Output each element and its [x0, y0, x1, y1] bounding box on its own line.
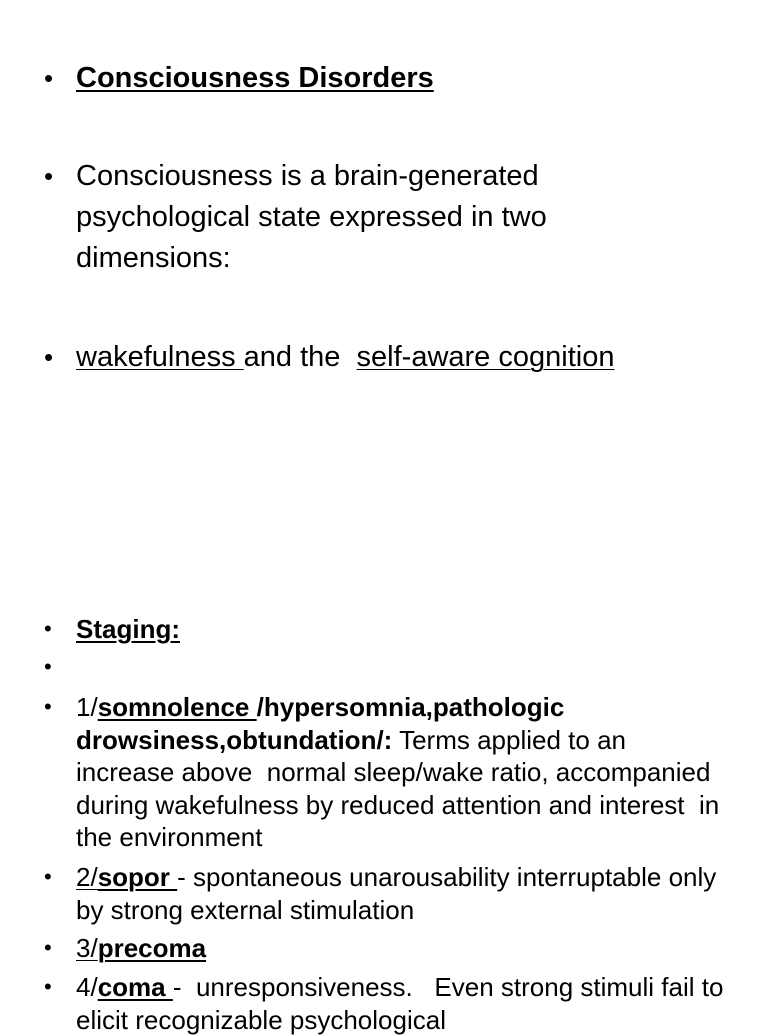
stage-synonyms: /hypersomnia,pathologic drowsiness,obtundation/: [76, 692, 572, 755]
bullet-marker: • [44, 654, 52, 679]
bullet-marker: • [44, 616, 52, 641]
definition-text: Consciousness is a brain-generated psychological state expressed in two dimensions: [76, 160, 547, 274]
stage-text [76, 691, 728, 854]
bullet-marker: • [44, 63, 54, 93]
dimension-wakefulness: wakefulness [76, 341, 244, 373]
stage-number: 2/ [76, 862, 98, 892]
dimension-self-aware-cognition: self-aware cognition [356, 341, 615, 373]
stage-term: precoma [97, 933, 207, 963]
bullet-marker: • [44, 864, 52, 889]
stage-term: coma [97, 972, 173, 1002]
stage-description: - spontaneous unarousability interruptable only by strong external stimulation [76, 862, 724, 925]
bullet-marker: • [44, 935, 52, 960]
stage-description: Terms applied to an increase above normal sleep/wake ratio, accompanied during wakefulness by reduced attention and interest in the environment [76, 724, 727, 852]
stage-number: 3/ [76, 933, 98, 963]
stage-text [76, 971, 731, 1036]
stage-text [76, 861, 728, 926]
stage-term: sopor [97, 862, 178, 892]
bullet-marker: • [44, 161, 54, 191]
stage-description: - unresponsiveness. Even strong stimuli fail to elicit recognizable psychological [76, 972, 731, 1035]
staging-label: Staging: [76, 614, 180, 644]
page-heading: Consciousness Disorders [76, 62, 434, 94]
stage-term: somnolence [97, 692, 257, 722]
dimension-connector: and the [243, 341, 357, 373]
stage-number: 4/ [76, 972, 98, 1002]
stage-text [76, 932, 728, 965]
stage-number: 1/ [76, 692, 98, 722]
bullet-marker: • [44, 694, 52, 719]
bullet-marker: • [44, 974, 52, 999]
dimensions-text [76, 337, 728, 378]
bullet-marker: • [44, 342, 54, 372]
